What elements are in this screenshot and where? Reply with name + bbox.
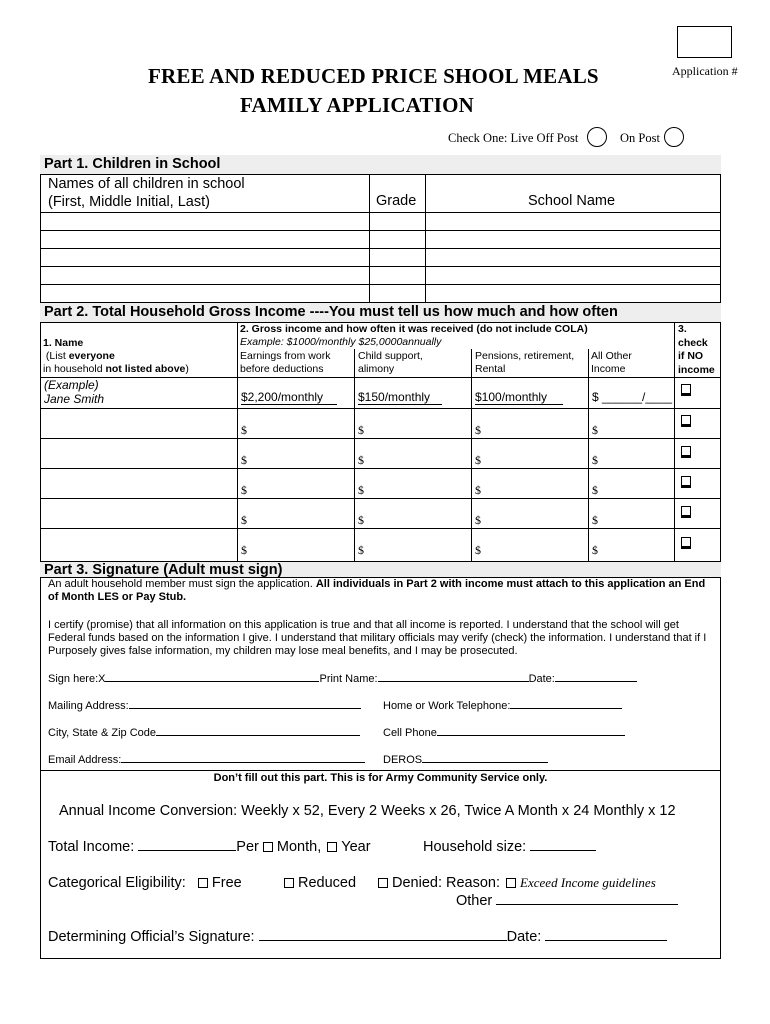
col2-example: Example: $1000/monthly $25,0000annually [240,336,442,348]
sub-other-income: All Other Income [591,350,632,375]
part1-names-header [48,175,245,211]
other-dollar[interactable]: $ [592,543,598,557]
col1-sub2: in household not listed above) [43,363,189,375]
home-phone-field[interactable] [510,708,622,709]
part2-heading: Part 2. Total Household Gross Income ----You must tell us how much and how often [40,303,721,323]
sub-pensions: Pensions, retirement, Rental [475,350,575,375]
part3-heading: Part 3. Signature (Adult must sign) [40,561,721,578]
reduced-checkbox[interactable] [284,878,294,888]
email-field[interactable] [121,762,365,763]
part1-heading: Part 1. Children in School [40,155,721,175]
pensions-dollar[interactable]: $ [475,543,481,557]
application-number-label: Application # [672,64,738,78]
denied-checkbox[interactable] [378,878,388,888]
child-support-dollar[interactable]: $ [358,423,364,437]
page-title: FREE AND REDUCED PRICE SHOOL MEALS [148,64,599,88]
sub-earnings: Earnings from work before deductions [240,350,331,375]
other-dollar[interactable]: $ [592,453,598,467]
office-notice: Don’t fill out this part. This is for Army Community Service only. [213,772,548,784]
example-child-support: $150/monthly [358,390,442,405]
child-support-dollar[interactable]: $ [358,513,364,527]
part3-intro: An adult household member must sign the application. All individuals in Part 2 with income must attach to this application an End of Month LES or Pay Stub. [48,578,706,603]
sign-date-field[interactable] [555,681,637,682]
official-date-field[interactable] [545,940,667,941]
official-signature-row: Determining Official’s Signature: Date: [48,929,667,945]
child-support-dollar[interactable]: $ [358,453,364,467]
earnings-dollar[interactable]: $ [241,423,247,437]
other-reason-row: Other [456,893,678,909]
col1-header [43,337,189,376]
other-dollar[interactable]: $ [592,483,598,497]
city-row: City, State & Zip Code [48,727,360,740]
total-income-field[interactable] [138,850,236,851]
year-checkbox[interactable] [327,842,337,852]
check-one-label: Check One: Live Off Post [448,131,579,145]
sub-child-support: Child support, alimony [358,350,423,375]
part1-names-line2: (First, Middle Initial, Last) [48,194,210,210]
deros-field[interactable] [422,762,548,763]
official-signature-field[interactable] [259,940,507,941]
cell-row: Cell Phone [383,727,625,740]
school-name-header: School Name [528,193,616,209]
earnings-dollar[interactable]: $ [241,453,247,467]
no-income-checkbox[interactable] [681,415,691,425]
other-dollar[interactable]: $ [592,423,598,437]
on-post-label: On Post [620,131,660,145]
application-number-box[interactable] [677,26,732,58]
exceed-income-checkbox[interactable] [506,878,516,888]
pensions-dollar[interactable]: $ [475,423,481,437]
household-size-field[interactable] [530,850,596,851]
child-support-dollar[interactable]: $ [358,543,364,557]
conversion-text: Annual Income Conversion: Weekly x 52, Every 2 Weeks x 26, Twice A Month x 24 Monthly x 12 [59,803,676,819]
earnings-dollar[interactable]: $ [241,483,247,497]
live-off-post-radio[interactable] [587,127,607,147]
phone-row: Home or Work Telephone: [383,700,622,713]
reduced-option: Reduced [284,875,356,891]
earnings-dollar[interactable]: $ [241,513,247,527]
print-name-field[interactable] [378,681,529,682]
city-state-zip-field[interactable] [156,735,360,736]
no-income-checkbox[interactable] [681,476,691,486]
example-pensions: $100/monthly [475,390,563,405]
example-earnings: $2,200/monthly [241,390,337,405]
free-checkbox[interactable] [198,878,208,888]
pensions-dollar[interactable]: $ [475,513,481,527]
denied-option: Denied: Reason: Exceed Income guidelines [378,875,656,891]
page-subtitle: FAMILY APPLICATION [240,93,475,117]
email-row: Email Address: [48,754,365,767]
child-name-field[interactable] [41,231,369,248]
child-name-field[interactable] [41,249,369,266]
certify-text: I certify (promise) that all information on this application is true and that all income is reported. I understand that the school will get Federal funds based on the information I give. I understand that military officials may verify (check) the information. I understand that if I Purposely gives false information, my children may lose meal benefits, and I may be prosecuted. [48,619,707,657]
part1-names-line1: Names of all children in school [48,176,245,192]
deros-row: DEROS [383,754,548,767]
child-support-dollar[interactable]: $ [358,483,364,497]
pensions-dollar[interactable]: $ [475,483,481,497]
on-post-radio[interactable] [664,127,684,147]
sign-here-row: Sign here:X Print Name: Date: [48,673,637,686]
other-reason-field[interactable] [496,904,678,905]
mailing-address-field[interactable] [129,708,361,709]
col1-sub1: (List everyone [45,350,115,362]
other-dollar[interactable]: $ [592,513,598,527]
no-income-checkbox[interactable] [681,384,691,394]
household-size-row: Household size: [423,839,596,855]
col1-title: 1. Name [43,337,84,349]
categorical-row: Categorical Eligibility: Free [48,875,242,891]
example-other: $ ______/____ [592,390,673,404]
example-row: (Example) Jane Smith [44,378,105,406]
child-name-field[interactable] [41,285,369,302]
child-name-field[interactable] [41,267,369,284]
signature-field[interactable] [105,681,319,682]
total-income-row: Total Income: Per Month, Year [48,839,371,855]
cell-phone-field[interactable] [437,735,625,736]
pensions-dollar[interactable]: $ [475,453,481,467]
col2-title: 2. Gross income and how often it was received (do not include COLA) [240,323,588,335]
child-name-field[interactable] [41,213,369,230]
col3-header: 3. check if NO income [678,323,715,376]
grade-header: Grade [376,193,417,209]
earnings-dollar[interactable]: $ [241,543,247,557]
month-checkbox[interactable] [263,842,273,852]
no-income-checkbox[interactable] [681,506,691,516]
no-income-checkbox[interactable] [681,537,691,547]
mailing-row: Mailing Address: [48,700,361,713]
no-income-checkbox[interactable] [681,446,691,456]
